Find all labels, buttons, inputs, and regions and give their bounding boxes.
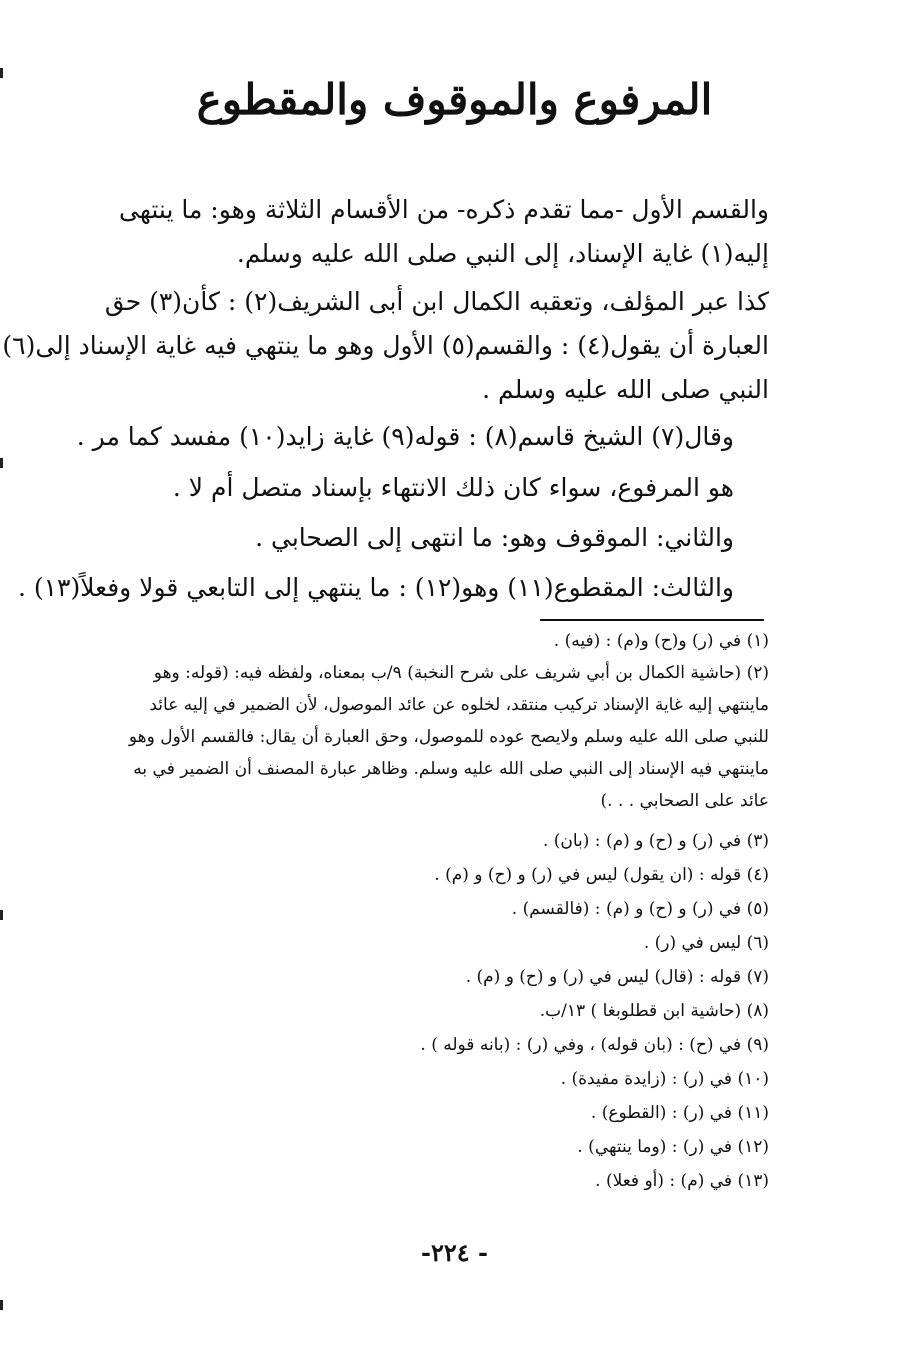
footnote: (٨) (حاشية ابن قطلوبغا ) ١٣/ب. — [539, 1001, 769, 1021]
page-title: المرفوع والموقوف والمقطوع — [196, 75, 713, 124]
scan-edge-mark — [0, 910, 3, 920]
footnote: (٣) في (ر) و (ح) و (م) : (بان) . — [542, 831, 769, 851]
footnote: (١١) في (ر) : (القطوع) . — [590, 1103, 769, 1123]
footnote: (٧) قوله : (قال) ليس في (ر) و (ح) و (م) . — [465, 967, 769, 987]
footnote-divider — [540, 619, 764, 621]
scan-edge-mark — [0, 458, 3, 468]
footnote: ماينتهي فيه الإسناد إلى النبي صلى الله عليه وسلم. وظاهر عبارة المصنف أن الضمير في به — [133, 759, 769, 779]
footnote: للنبي صلى الله عليه وسلم ولايصح عوده للموصول، وحق العبارة أن يقال: فالقسم الأول وهو — [128, 727, 769, 747]
footnote: عائد على الصحابي . . .) — [600, 791, 769, 811]
footnote: (٩) في (ح) : (بان قوله) ، وفي (ر) : (بانه قوله ) . — [420, 1035, 769, 1055]
text-line: والثالث: المقطوع(١١) وهو(١٢) : ما ينتهي إلى التابعي قولا وفعلاً(١٣) . — [17, 573, 734, 602]
text-line: كذا عبر المؤلف، وتعقبه الكمال ابن أبى الشريف(٢) : كأن(٣) حق — [104, 287, 769, 316]
text-line: وقال(٧) الشيخ قاسم(٨) : قوله(٩) غاية زايد(١٠) مفسد كما مر . — [76, 422, 734, 451]
text-line: والثاني: الموقوف وهو: ما انتهى إلى الصحابي . — [255, 523, 734, 552]
footnote: (١٣) في (م) : (أو فعلا) . — [595, 1171, 769, 1191]
footnote: (١٠) في (ر) : (زايدة مفيدة) . — [560, 1069, 769, 1089]
footnote: (٥) في (ر) و (ح) و (م) : (فالقسم) . — [511, 899, 769, 919]
text-line: هو المرفوع، سواء كان ذلك الانتهاء بإسناد متصل أم لا . — [172, 473, 734, 502]
footnote: (٤) قوله : (ان يقول) ليس في (ر) و (ح) و (م) . — [434, 865, 769, 885]
text-line: النبي صلى الله عليه وسلم . — [482, 375, 769, 404]
text-line: والقسم الأول -مما تقدم ذكره- من الأقسام الثلاثة وهو: ما ينتهى — [119, 195, 769, 224]
scan-edge-mark — [0, 1300, 3, 1310]
footnote: ماينتهي إليه غاية الإسناد تركيب منتقد، لخلوه عن عائد الموصول، لأن الضمير في إليه عائد — [149, 695, 769, 715]
footnote: (١٢) في (ر) : (وما ينتهي) . — [577, 1137, 769, 1157]
text-line: العبارة أن يقول(٤) : والقسم(٥) الأول وهو ما ينتهي فيه غاية الإسناد إلى(٦) — [2, 331, 769, 360]
footnote: (٢) (حاشية الكمال بن أبي شريف على شرح النخبة) ٩/ب بمعناه، ولفظه فيه: (قوله: وهو — [153, 663, 769, 683]
footnote: (١) في (ر) و(ح) و(م) : (فيه) . — [553, 631, 769, 651]
page-number: - ٢٢٤- — [421, 1238, 488, 1267]
text-line: إليه(١) غاية الإسناد، إلى النبي صلى الله عليه وسلم. — [236, 239, 769, 268]
footnote: (٦) ليس في (ر) . — [643, 933, 769, 953]
